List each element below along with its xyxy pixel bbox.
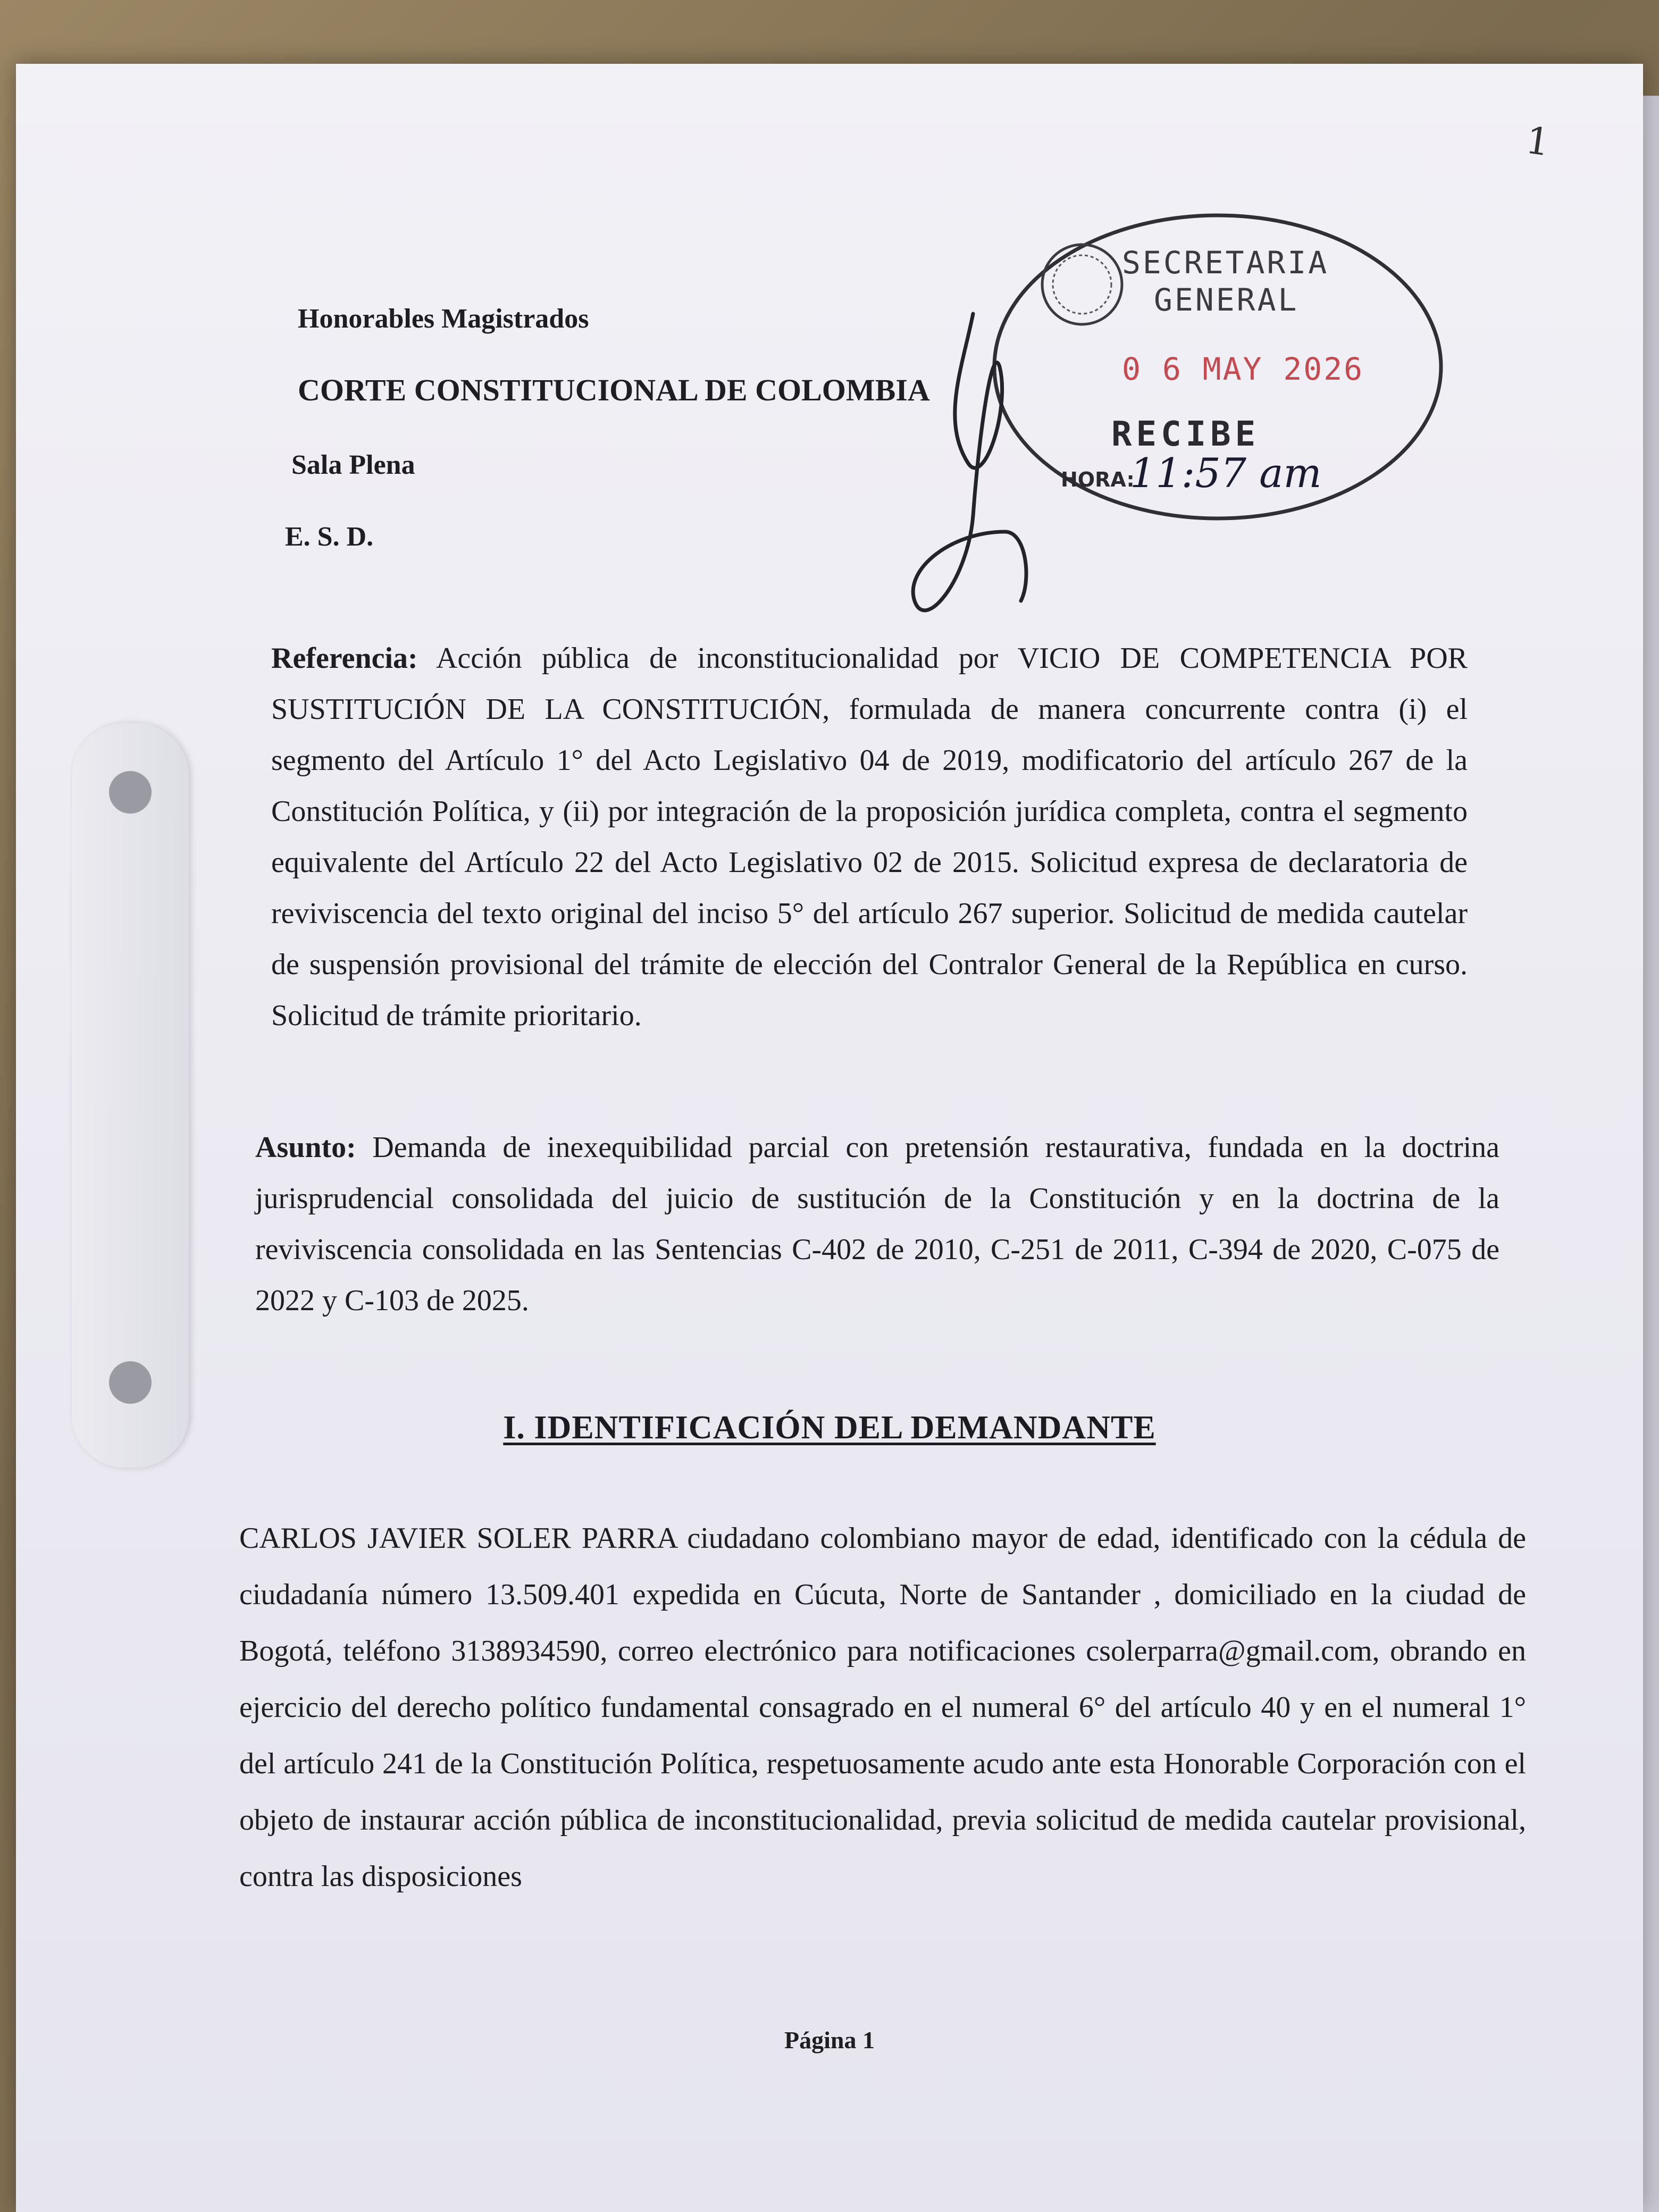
demandante-paragraph: CARLOS JAVIER SOLER PARRA ciudadano colombiano mayor de edad, identificado con la cédula de ciudadanía número 13.509.401 expedida en Cúcuta, Norte de Santander , domiciliado en la ciudad de Bogotá, teléfono 3138934590, correo electrónico para notificaciones csolerparra@gmail.com, obrando en ejercicio del derecho político fundamental consagrado en el numeral 6° del artículo 40 y en el numeral 1° del artículo 241 de la Constitución Política, respetuosamente acudo ante esta Honorable Corporación con el objeto de instaurar acción pública de inconstitucionalidad, previa solicitud de medida cautelar provisional, contra las disposiciones — [239, 1522, 1526, 1893]
handwritten-page-number: 1 — [1523, 118, 1553, 165]
chamber-name: Sala Plena — [291, 450, 415, 480]
stamp-title-2: GENERAL — [1154, 282, 1299, 318]
court-name: CORTE CONSTITUCIONAL DE COLOMBIA — [298, 373, 930, 407]
referencia-text: Acción pública de inconstitucionalidad por VICIO DE COMPETENCIA POR SUSTITUCIÓN DE LA CONSTITUCIÓN, formulada de manera concurrente contra (i) el segmento del Artículo 1° del Acto Legislativo 04 de 2019, modificatorio del artículo 267 de la Constitución Política, y (ii) por integración de la proposición jurídica completa, contra el segmento equivalente del Artículo 22 del Acto Legislativo 02 de 2015. Solicitud expresa de declaratoria de reviviscencia del texto original del inciso 5° del artículo 267 superior. Solicitud de medida cautelar de suspensión provisional del trámite de elección del Contralor General de la República en curso. Solicitud de trámite prioritario. — [271, 642, 1468, 1032]
addressee-line: Honorables Magistrados — [298, 304, 589, 334]
esd-line: E. S. D. — [285, 522, 374, 552]
stamp-hora-label: HORA: — [1061, 468, 1135, 491]
stamp-received: RECIBE — [1111, 415, 1260, 454]
asunto-paragraph — [255, 1122, 1499, 1326]
stamp-date: 0 6 MAY 2026 — [1122, 351, 1364, 387]
binder-clip — [72, 723, 189, 1468]
referencia-paragraph — [271, 633, 1468, 1041]
stamp-title-1: SECRETARIA — [1122, 245, 1329, 281]
handwritten-signature — [893, 303, 1117, 686]
asunto-text: Demanda de inexequibilidad parcial con pretensión restaurativa, fundada en la doctrina jurisprudencial consolidada del juicio de sustitución de la Constitución y en la doctrina de la reviviscencia consolidada en las Sentencias C-402 de 2010, C-251 de 2011, C-394 de 2020, C-075 de 2022 y C-103 de 2025. — [255, 1131, 1500, 1317]
asunto-label: Asunto: — [255, 1131, 356, 1164]
clip-rivet — [109, 771, 152, 814]
section-heading: I. IDENTIFICACIÓN DEL DEMANDANTE — [503, 1410, 1156, 1446]
clip-rivet — [109, 1361, 152, 1404]
stamp-hora-value: 11:57 am — [1130, 449, 1322, 497]
page-footer: Página 1 — [784, 2026, 875, 2054]
referencia-label: Referencia: — [271, 642, 418, 675]
